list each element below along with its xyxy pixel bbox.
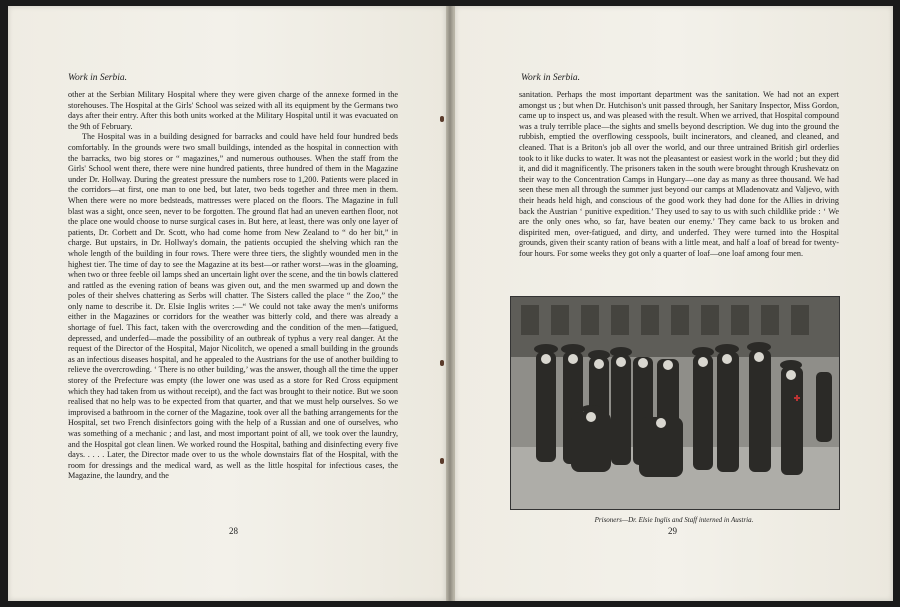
binding-hole (440, 116, 444, 122)
right-page-number: 29 (668, 526, 677, 536)
book-spread (8, 6, 892, 601)
group-photograph (510, 296, 840, 510)
left-paragraph-1: other at the Serbian Military Hospital where they were given charge of the annexe formed in the storehouses. The Hospital at the Girls' School was seized with all its equipment by the Germans two days after their entry. After this both units worked at the Military Hospital until it was evacuated on the 9th of February. (68, 90, 398, 131)
binding-hole (440, 360, 444, 366)
left-page (8, 6, 447, 601)
right-page (454, 6, 893, 601)
right-body-text (519, 90, 839, 260)
left-running-head: Work in Serbia. (68, 73, 128, 83)
photo-illustration (511, 297, 839, 509)
left-body-text (68, 90, 398, 482)
photo-caption: Prisoners—Dr. Elsie Inglis and Staff interned in Austria. (594, 516, 754, 524)
binding-hole (440, 458, 444, 464)
gutter (446, 6, 454, 601)
left-page-number: 28 (229, 526, 238, 536)
right-paragraph-1: sanitation. Perhaps the most important department was the sanitation. We had not an expert amongst us ; but when Dr. Hutchison's unit passed through, her Sanitary Inspector, Miss Gordon, came up to inspect us, and was pleased with the result. When we arrived, that Hospital compound was a truly terrible place—the sights and smells beyond description. We dug into the ground the rubbish, emptied the overflowing cesspools, built incinerators, and cleaned, and cleaned, and cleaned. That is a Briton's job all over the world, and our three untrained British girl orderlies took to it like ducks to water. It was not the pleasantest or easiest work in the world ; but they did it, and did it magnificently. The prisoners taken in the south were brought through Krushevatz on their way to the Concentration Camps in Hungary—one day as many as three thousand. We had seen these men all through the summer just beyond our camps at Mladenovatz and Valjevo, with their heads held high, and conscious of the good work they had done for the Allies in driving back the Austrian ‘ punitive expedition.’ They used to say to us with such childlike pride : ‘ We are the only ones who, so far, have beaten our enemy.’ They came back to us broken and dispirited men, over-fatigued, and dirty, and underfed. They were turned into the Hospital grounds, given their scanty ration of beans with a little meat, and half a loaf of bread for twenty-four hours. For some weeks they got only a quarter of loaf—one loaf among four men. (519, 90, 839, 258)
right-running-head: Work in Serbia. (521, 73, 581, 83)
left-paragraph-2: The Hospital was in a building designed for barracks and could have held four hundred beds comfortably. In the grounds were two small buildings, intended as the hospital in connection with the barracks, two big stores or “ magazines,” and numerous outhouses. When the staff from the Girls' School went there, there were nine hundred patients, three hundred of them in the Magazine under Dr. Hollway. During the greatest pressure the numbers rose to 1,200. Patients were placed in the corridors—at first, one man to one bed, but later, two beds together and three men in them. When there were no more bedsteads, mattresses were placed on the floors. The Magazine in full blast was a sight, once seen, never to be forgotten. The ground flat had an uneven earthen floor, not the place one would choose to nurse surgical cases in. But here, at least, there was only one layer of patients, Dr. Corbett and Dr. Scott, who had come home from New Zealand to “ do her bit,” in charge. But upstairs, in Dr. Hollway's domain, the patients occupied the shelving which ran the whole length of the building in four rows. There were three tiers, the slightly wounded men in the highest tier. The time of day to see the Magazine at its best—or rather worst—was in the gloaming, when two or three feeble oil lamps shed an uncertain light over the scene, and the tin bowls clattered and rattled as the evening ration of beans was given out, and the men swarmed up and down the poles of their shelves chattering as Serbs will chatter. The Sisters called the place “ the Zoo,” the only name to describe it. Dr. Elsie Inglis writes :—“ We could not take away the men's uniforms either in the Magazines or corridors for the weather was bitterly cold, and there was already a shortage of fuel. This fact, taken with the overcrowding and the condition of the men—fatigued, depressed, and underfed—made the possibility of an outbreak of typhus a very real danger. At the request of the Director of the Hospital, Major Nicolitch, we opened a small building in the grounds as an infectious diseases hospital, and he appealed to the Austrians for the use of another building to relieve the overcrowding. ‘ There is no other building,’ was the answer, though all the time the upper storey of the Prefecture was empty (the lower one was used as a store for Red Cross equipment which they had taken from us without receipt), and the fact was brought to their notice. But we soon realised that no help was to be expected from that quarter, and that we must help ourselves. So we improvised a bathroom in the corner of the Magazine, took over all the bathing arrangements for the Hospital, set two French disinfectors going with the help of a Russian and one of ourselves, who was something of a mechanic ; and last, and most important point of all, we took over the laundry, and the Hospital got clean linen. We worked round the Hospital, bathing and disinfecting every five days. . . . . Later, the Director made over to us the whole downstairs flat of the Hospital, with the room for dressings and the medical ward, as well as the little hospital for infectious cases, the Magazine, the laundry, and the (68, 132, 398, 481)
